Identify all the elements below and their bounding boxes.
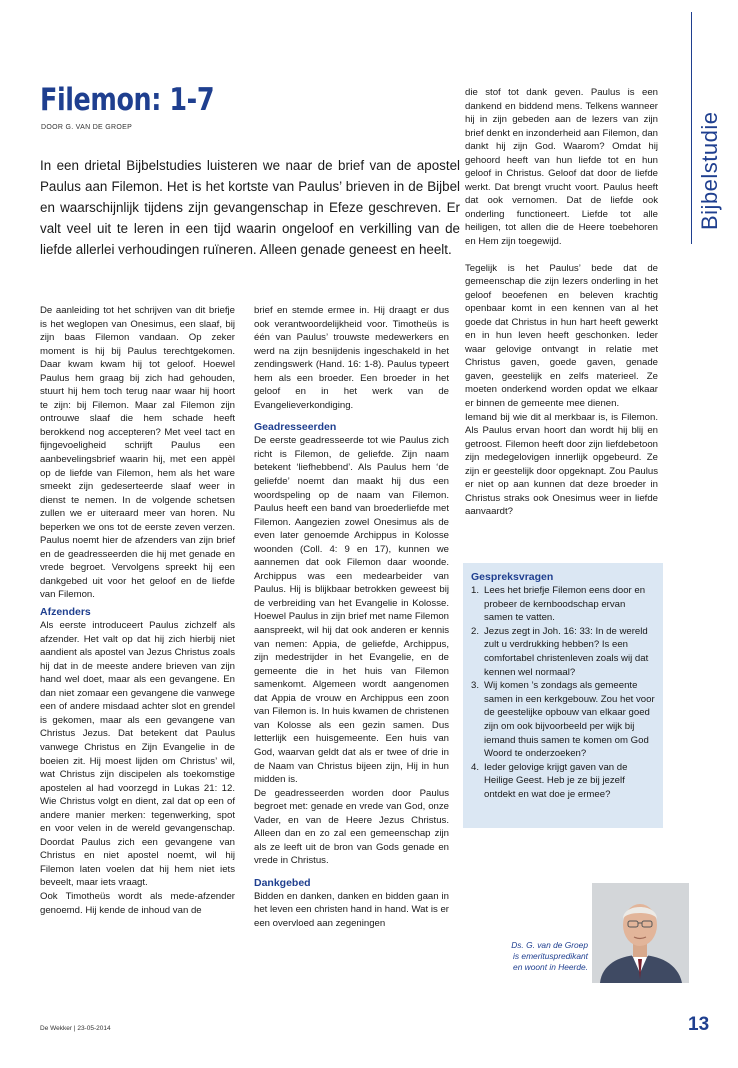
article-title: Filemon: 1-7: [40, 82, 215, 118]
intro-paragraph: [40, 155, 460, 260]
paragraph: Bidden en danken, danken en bidden gaan in het leven een christen hand in hand. Wat is er een overvloed aan zegeningen: [254, 890, 449, 929]
question-text: Wij komen ’s zondags als gemeente samen in een kerkgebouw. Zou het voor de geestelijke opbouw van elkaar goed zijn om ook bijvoorbeeld per wijk bij iemand thuis samen te komen om God Woord te onderzoeken?: [484, 680, 655, 760]
byline: DOOR G. VAN DE GROEP: [41, 124, 133, 131]
section-divider: [691, 12, 692, 244]
question-item: [471, 679, 655, 761]
author-portrait-illustration: [592, 883, 689, 983]
caption-line: en woont in Heerde.: [513, 962, 588, 973]
question-number: 2.: [471, 625, 480, 637]
column-1: [40, 304, 235, 917]
question-item: [471, 584, 655, 625]
paragraph: Ook Timotheüs wordt als mede-afzender genoemd. Hij kende de inhoud van de: [40, 890, 235, 916]
question-text: Ieder gelovige krijgt gaven van de Heilige Geest. Heb je ze bij jezelf ontdekt en wat doe je ermee?: [484, 761, 628, 800]
paragraph: brief en stemde ermee in. Hij draagt er dus ook verantwoordelijkheid voor. Timotheüs is één van Paulus’ trouwste medewerkers en werd na zijn besnijdenis ingeschakeld in het zendingswerk (Hand. 16: 1-8). Paulus typeert hem als een broeder. Een broeder in het geloof en in het werk van de Evangelieverkondiging.: [254, 305, 449, 411]
discussion-questions-box: [463, 563, 663, 828]
questions-list: [471, 584, 655, 802]
heading-afzenders: Afzenders: [40, 606, 91, 619]
column-2: [254, 304, 449, 931]
caption-line: is emerituspredikant: [513, 951, 588, 962]
section-label: Bijbelstudie: [697, 111, 722, 230]
question-text: Jezus zegt in Joh. 16: 33: In de wereld zult u verdrukking hebben? Is een comfortabel christenleven zoals wij dat kennen wel normaal?: [484, 625, 649, 678]
author-photo: [592, 883, 689, 983]
paragraph: De aanleiding tot het schrijven van dit briefje is het weglopen van Onesimus, een slaaf, bij zijn baas Filemon vandaan. Op zeker moment is hij bij Paulus terechtgekomen. Daar kwam kwam hij tot geloof. Hoewel Paulus hem graag bij zich had gehouden, stuurt hij hem toch terug naar waar hij hoort te zijn: bij Filemon. Maar zal Filemon zijn ontrouwe slaaf die hem schade heeft berokkend nog accepteren? Met veel tact en fijngevoeligheid schrijft Paulus een aanbevelingsbrief waarin hij, met een appèl op de liefde van Filemon, hem als het ware smeekt zijn gedeserteerde slaaf weer in dienst te nemen. In de volgende schetsen zullen we er uiteraard meer van horen. Nu beperken we ons tot de eerste zeven verzen. Paulus noemt hier de afzenders van zijn brief en de geadresseerden die hij met genade en vrede begroet. Vervolgens spreekt hij een dankgebed uit voor het geloof en de liefde van Filemon.: [40, 305, 235, 601]
question-number: 3.: [471, 680, 480, 692]
paragraph: die stof tot dank geven. Paulus is een dankend en biddend mens. Telkens wanneer hij in zijn gebeden aan de lezers van zijn brief denkt en inzonderheid aan Filemon, dan dankt hij zijn God. Waarom? Omdat hij gehoord heeft van hun liefde tot en hun geloof in Christus. Geloof dat door de liefde werkt. Dat brengt vrucht voort. Paulus heeft dat ook vernomen. Dat de liefde ook onderling functioneert. Liefde tot alle heiligen, tot allen die de Heere toebehoren en Hem zijn toegewijd.: [465, 87, 658, 248]
footer-source: De Wekker | 23-05-2014: [40, 1025, 111, 1032]
caption-line: Ds. G. van de Groep: [511, 940, 588, 950]
paragraph: Iemand bij wie dit al merkbaar is, is Filemon. Als Paulus ervan hoort dan wordt hij blij en getroost. Filemon heeft door zijn liefdebetoon zijn medegelovigen innerlijk opgebeurd. Ze zijn er geestelijk door opgeknapt. Zou Paulus er niet op aan kunnen dat deze broeder in Christus straks ook Onesimus weer in liefde aanvaardt?: [465, 411, 658, 518]
heading-dankgebed: Dankgebed: [254, 876, 311, 889]
question-item: [471, 761, 655, 802]
page-number: 13: [688, 1014, 710, 1035]
question-text: Lees het briefje Filemon eens door en probeer de kernboodschap ervan samen te vatten.: [484, 585, 646, 624]
box-title: Gespreksvragen: [471, 571, 554, 583]
heading-geadresseerden: Geadresseerden: [254, 421, 337, 434]
question-item: [471, 625, 655, 679]
question-number: 4.: [471, 761, 480, 773]
paragraph: Als eerste introduceert Paulus zichzelf als afzender. Het valt op dat hij zich hierbij niet aandient als apostel van Jezus Christus zoals hij dat in de meeste andere brieven van zijn hand wel doet, maar als een gevangene. En dan niet zomaar een gevangene die vanwege een of andere misdaad achter slot en grendel is gekomen, maar als een gevangene van Christus Jezus. Dat betekent dat Paulus vanwege Christus en Zijn Evangelie in de boeien zit. Hij moest lijden om Christus’ wil, wat Christus zijn discipelen als toekomstige apostelen al had voorzegd in Lukas 21: 12. Wie Christus volgt en dient, zal dat op een of andere manier merken: tegenwerking, spot en voor velen in de wereld gevangenschap. Doordat Paulus zich een gevangene van Christus en niet apostel noemt, wil hij Filemon laten voelen dat hij hem niet iets beveelt, maar iets vraagt.: [40, 620, 235, 889]
question-number: 1.: [471, 585, 480, 596]
author-caption: [468, 940, 588, 974]
paragraph: De geadresseerden worden door Paulus begroet met: genade en vrede van God, onze Vader, en van de Heere Jezus Christus. Alleen dan en zo zal een gemeenschap zijn als ze leeft uit de bron van Gods genade en vrede in Christus.: [254, 787, 449, 867]
paragraph: Tegelijk is het Paulus’ bede dat de gemeenschap die zijn lezers onderling in het geloof beoefenen en beleven krachtig openbaar komt in een kennen van al het goede dat Christus in hun hart heeft gewerkt en in hun leven heeft geschonken. Ieder waar gelovige ontvangt in relatie met Christus gaven, goede gaven, genade gaven, geestelijk en zelfs materieel. Ze moeten onderkend worden opdat we elkaar er binnen de gemeente mee dienen.: [465, 262, 658, 410]
paragraph: De eerste geadresseerde tot wie Paulus zich richt is Filemon, de geliefde. Zijn naam betekent ‘liefhebbend’. Als Paulus hem ‘de geliefde’ noemt dan maakt hij dus een woordspeling op de naam van Filemon. Paulus heeft een band van broederliefde met Filemon. Aangezien zowel Onesimus als de even later genoemde Archippus in Kolosse woonden (Coll. 4: 9 en 17), kunnen we aannemen dat ook Filemon daar woonde. Archippus was een medearbeider van Paulus. Hij is blijkbaar betrokken geweest bij de verbreiding van het Evangelie in Kolosse. Hoewel Paulus in zijn brief met name Filemon aanspreekt, wil hij dat ook anderen er kennis van nemen: Appia, de geliefde, Archippus, zijn medestrijder in het Evangelie, en de gemeente die in het huis van Filemon samenkomt. Algemeen wordt aangenomen dat Appia de vrouw en Archippus een zoon van Filemon is. In huis kwamen de christenen van Kolosse als een gezin samen. Dus letterlijk een huisgemeente. Een huis van God, waarvan geldt dat als er twee of drie in de Naam van Christus bijeen zijn, Hij in hun midden is.: [254, 435, 449, 786]
column-3: [465, 86, 658, 519]
intro-text: In een drietal Bijbelstudies luisteren we naar de brief van de apostel Paulus aan Filemon. Het is het kortste van Paulus’ brieven in de Bijbel en waarschijnlijk tijdens zijn gevangenschap in Efeze geschreven. Er valt veel uit te leren in een tijd waarin ongeloof en verkilling van de liefde allerlei verhoudingen ruïneren. Alleen genade geneest en heelt.: [40, 158, 460, 257]
